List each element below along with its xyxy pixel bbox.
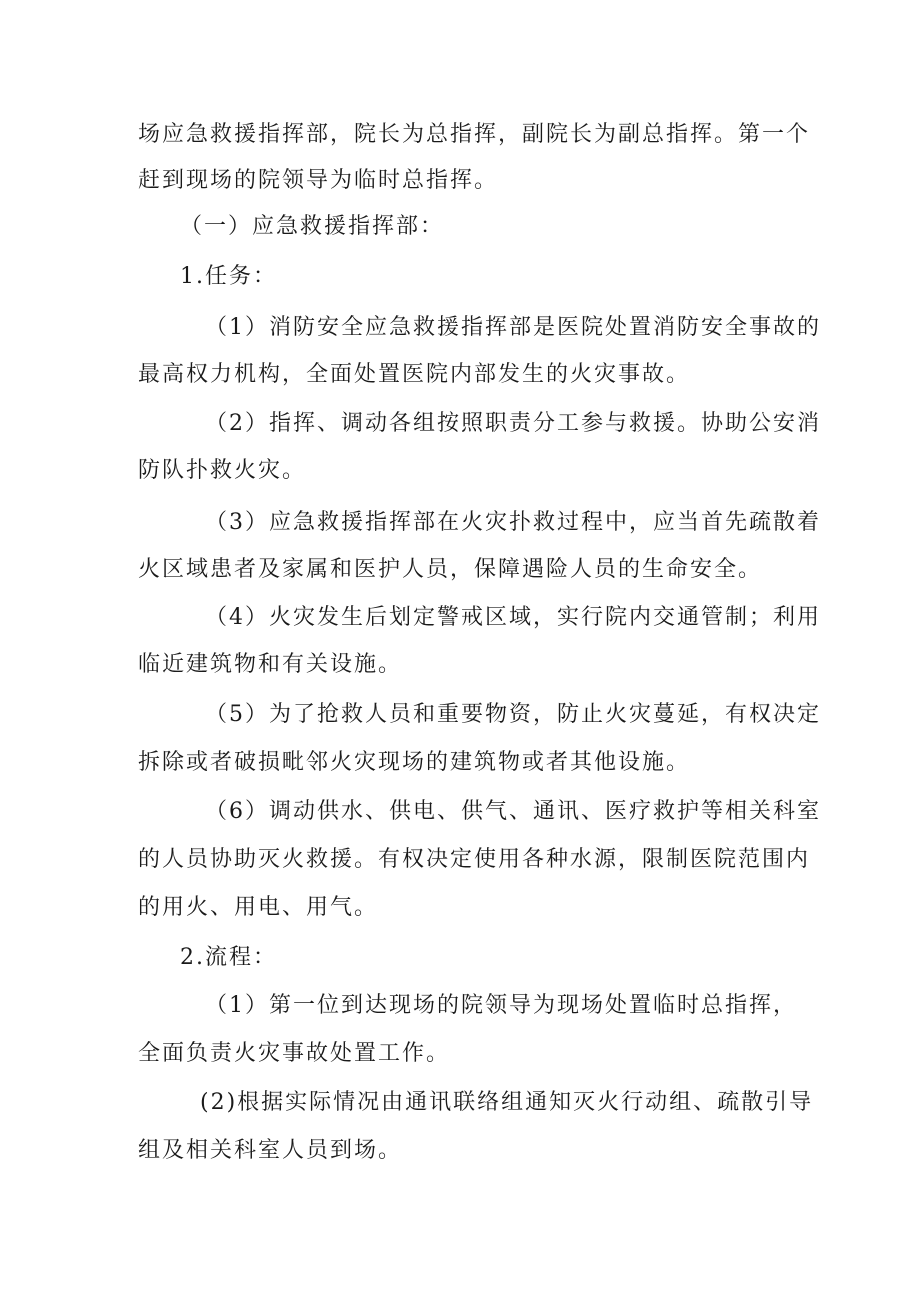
subsection-heading: 1.任务： bbox=[180, 264, 277, 289]
section-heading: （一）应急救援指挥部： bbox=[180, 214, 445, 239]
paragraph-line: 赶到现场的院领导为临时总指挥。 bbox=[138, 168, 499, 193]
paragraph-line: （2）指挥、调动各组按照职责分工参与救援。协助公安消 bbox=[205, 411, 821, 436]
paragraph-line: 的用火、用电、用气。 bbox=[138, 895, 379, 920]
paragraph-line: 火区域患者及家属和医护人员，保障遇险人员的生命安全。 bbox=[138, 557, 763, 582]
paragraph-line: 拆除或者破损毗邻火灾现场的建筑物或者其他设施。 bbox=[138, 750, 691, 775]
paragraph-line: （1）消防安全应急救援指挥部是医院处置消防安全事故的 bbox=[205, 315, 821, 340]
paragraph-line: 临近建筑物和有关设施。 bbox=[138, 652, 403, 677]
paragraph-line: （6）调动供水、供电、供气、通讯、医疗救护等相关科室 bbox=[205, 799, 821, 824]
paragraph-line: 全面负责火灾事故处置工作。 bbox=[138, 1041, 451, 1066]
paragraph-line: (2)根据实际情况由通讯联络组通知灭火行动组、疏散引导 bbox=[200, 1090, 814, 1115]
paragraph-line: 场应急救援指挥部，院长为总指挥，副院长为副总指挥。第一个 bbox=[138, 122, 811, 147]
paragraph-line: 组及相关科室人员到场。 bbox=[138, 1138, 403, 1163]
paragraph-line: （5）为了抢救人员和重要物资，防止火灾蔓延，有权决定 bbox=[205, 702, 821, 727]
paragraph-line: 的人员协助灭火救援。有权决定使用各种水源，限制医院范围内 bbox=[138, 847, 811, 872]
paragraph-line: （3）应急救援指挥部在火灾扑救过程中，应当首先疏散着 bbox=[205, 510, 821, 535]
paragraph-line: 防队扑救火灾。 bbox=[138, 458, 307, 483]
subsection-heading: 2.流程： bbox=[180, 945, 277, 970]
paragraph-line: （1）第一位到达现场的院领导为现场处置临时总指挥， bbox=[205, 993, 797, 1018]
paragraph-line: 最高权力机构，全面处置医院内部发生的火灾事故。 bbox=[138, 362, 691, 387]
paragraph-line: （4）火灾发生后划定警戒区域，实行院内交通管制；利用 bbox=[205, 605, 821, 630]
